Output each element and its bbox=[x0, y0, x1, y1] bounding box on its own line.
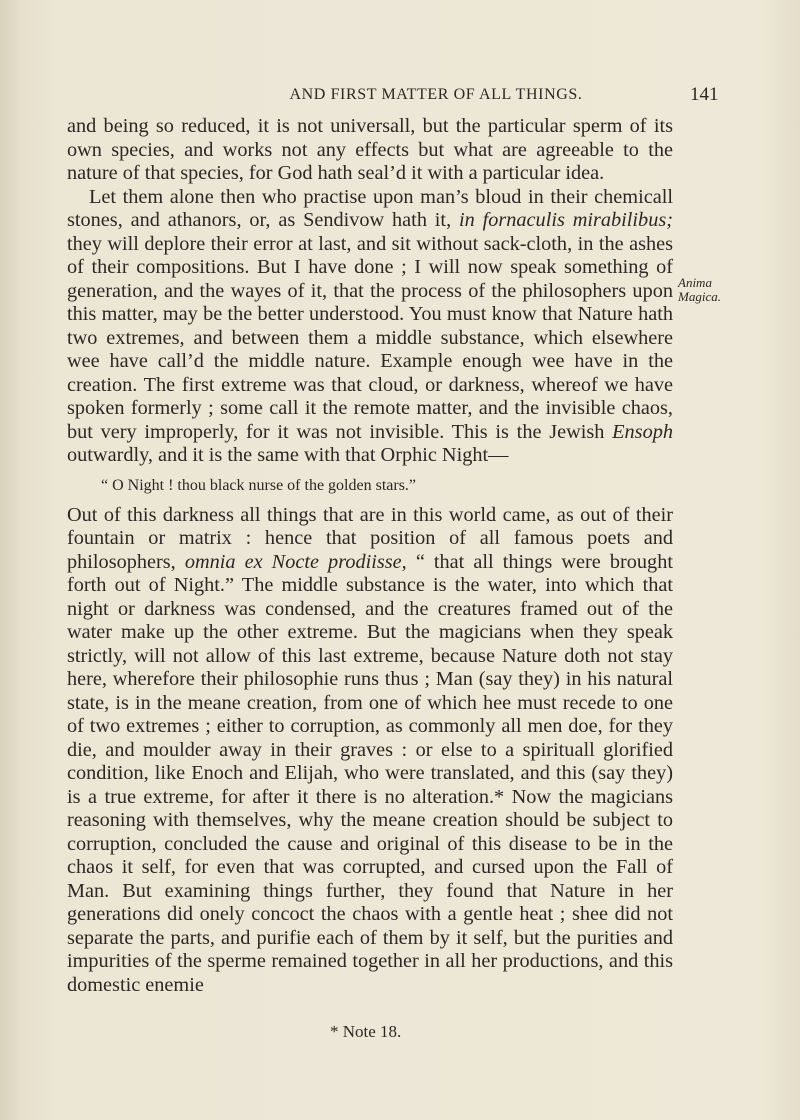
body-text bbox=[67, 115, 673, 997]
paragraph-2 bbox=[67, 186, 673, 468]
margin-note-line-2: Magica. bbox=[678, 289, 721, 304]
paragraph-2-part-b: they will deplore their error at last, and sit without sack-cloth, in the ashes of their compositions. But I have done ; I will now speak something of generation, and the wayes of it, that the process of the philosophers upon this matter, may be the better understood. You must know that Nature hath two extremes, and between them a middle substance, which elsewhere wee have call’d the middle nature. Example enough wee have in the creation. The first extreme was that cloud, or darkness, whereof we have spoken formerly ; some call it the remote matter, and the invisible chaos, but very improperly, for it was not invisible. This is the Jewish bbox=[67, 232, 673, 443]
paragraph-3 bbox=[67, 504, 673, 998]
margin-note-line-1: Anima bbox=[678, 275, 712, 290]
page-number: 141 bbox=[690, 84, 719, 105]
paragraph-2-part-c: outwardly, and it is the same with that Orphic Night— bbox=[67, 444, 509, 466]
paragraph-2-ensoph: Ensoph bbox=[612, 420, 673, 443]
paragraph-3-part-a: Out of this darkness all things that are in this world came, as out of their fountain or matrix : hence that position of all famous poets and philosophers, bbox=[67, 503, 673, 573]
paragraph-3-latin: omnia ex Nocte prodiisse, bbox=[184, 550, 407, 573]
footnote: * Note 18. bbox=[330, 1022, 402, 1041]
running-head: AND FIRST MATTER OF ALL THINGS. bbox=[289, 86, 583, 103]
paragraph-3-part-b: “ that all things were brought forth out of Night.” The middle substance is the water, into which that night or darkness was condensed, and the creatures framed out of the water make up the other extreme. But the magicians when they speak strictly, will not allow of this last extreme, because Nature doth not stay here, wherefore their philosophie runs thus ; Man (say they) in his natural state, is in the meane creation, from one of which hee must recede to one of two extremes ; either to corruption, as commonly all men doe, for they die, and moulder away in their graves : or else to a spirituall glorified condition, like Enoch and Elijah, who were translated, and this (say they) is a true extreme, for after it there is no alteration.* Now the magicians reasoning with themselves, why the meane creation should be subject to corruption, concluded the cause and original of this disease to be in the chaos it self, for even that was corrupted, and cursed upon the Fall of Man. But examining things further, they found that Nature in her generations did onely concoct the chaos with a gentle heat ; shee did not separate the parts, and purifie each of them by it self, but the purities and impurities of the sperme remained together in all her productions, and this domestic enemie bbox=[67, 550, 673, 996]
paragraph-2-latin: in fornaculis mirabilibus; bbox=[458, 209, 673, 231]
paragraph-2-part-a: Let them alone then who practise upon man’s bloud in their chemicall stones, and athanors, or, as Sendivow hath it, bbox=[67, 185, 673, 231]
quotation: “ O Night ! thou black nurse of the golden stars.” bbox=[101, 476, 417, 494]
paragraph-1: and being so reduced, it is not universall, but the particular sperm of its own species, and works not any effects but what are agreeable to the nature of that species, for God hath seal’d it with a particular idea. bbox=[67, 115, 673, 184]
margin-note bbox=[678, 276, 721, 304]
